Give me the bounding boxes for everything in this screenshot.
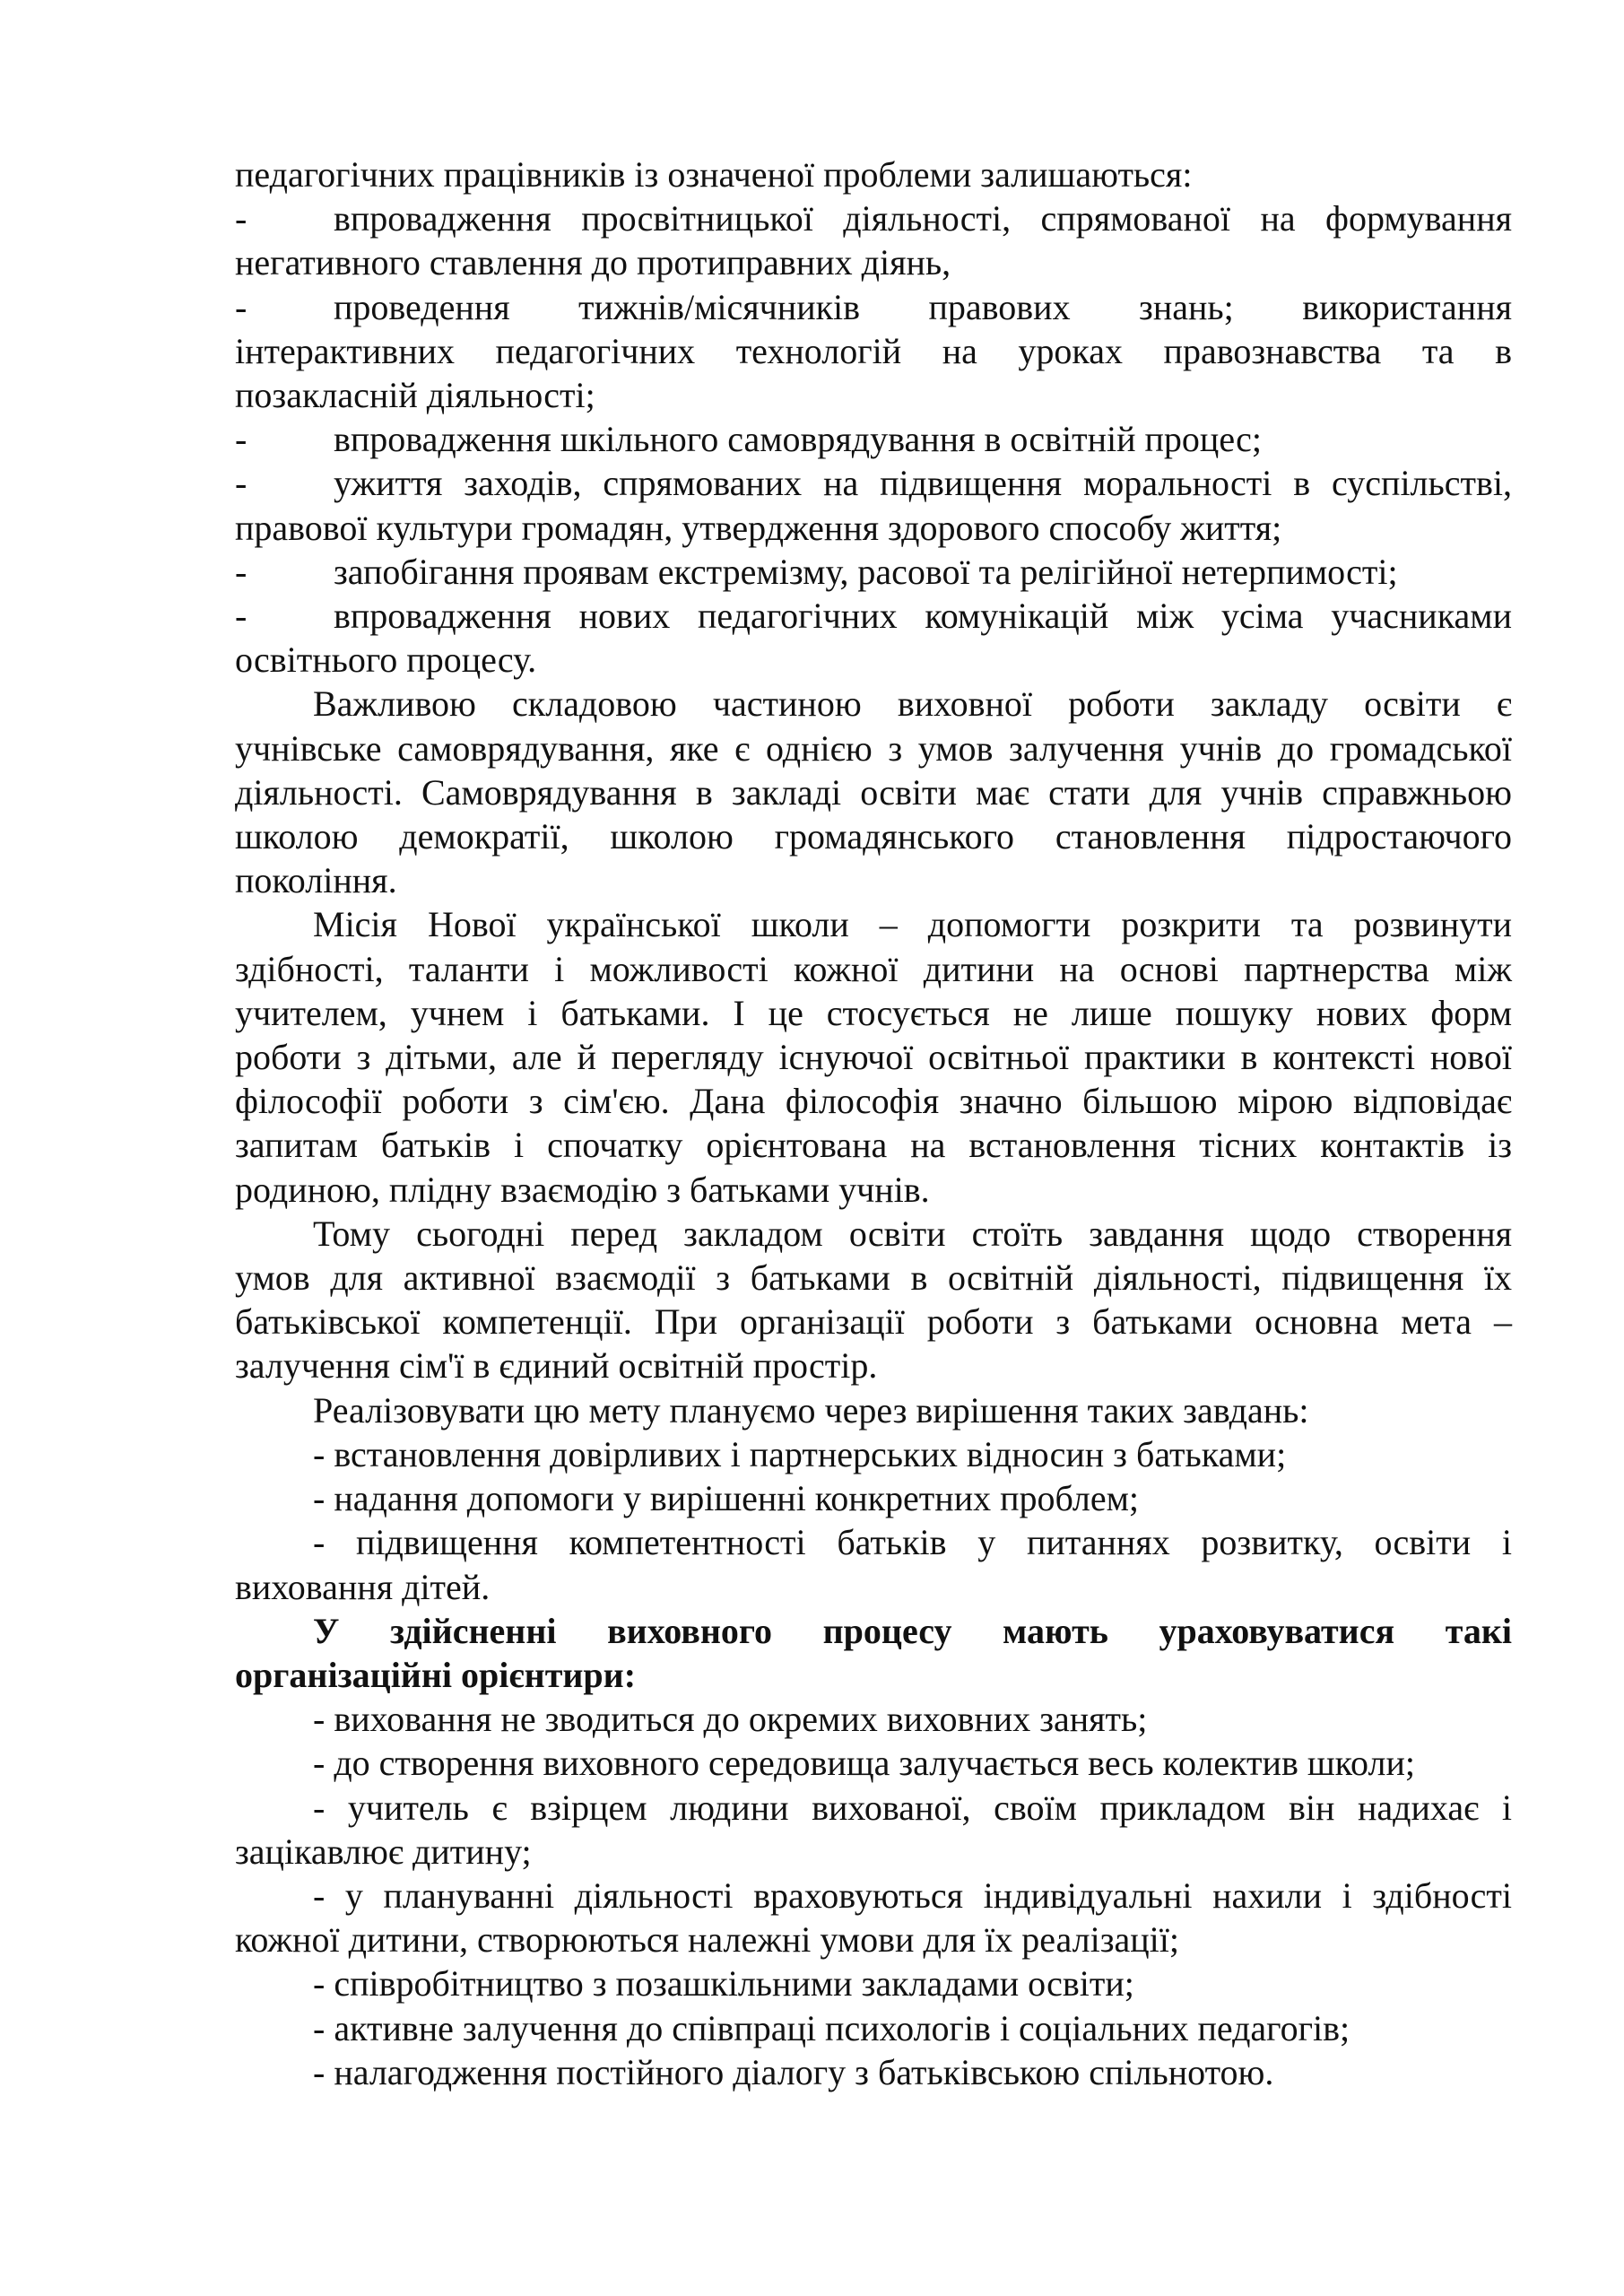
guideline-item [235, 2050, 1512, 2094]
guideline-item-line: - співробітництво з позашкільними закладами освіти; [313, 1963, 1134, 2005]
bold-heading-line: організаційні орієнтири: [235, 1654, 637, 1695]
paragraph-line: Місія Нової української школи – допомогти розкрити та розвинути [313, 904, 1512, 945]
task-item [235, 1476, 1512, 1520]
intro-line [235, 152, 1512, 196]
guideline-item [235, 2006, 1512, 2050]
bold-heading-line: У здійсненні виховного процесу мають ураховуватися такі [313, 1610, 1512, 1651]
guideline-item-line: кожної дитини, створюються належні умови для їх реалізації; [235, 1919, 1179, 1961]
task-item [235, 1520, 1512, 1608]
paragraph-line: Важливою складовою частиною виховної роботи закладу освіти є [313, 683, 1512, 725]
bold-heading [235, 1609, 1512, 1697]
dash-item-line: впровадження просвітницької діяльності, спрямованої на формування [334, 198, 1512, 239]
task-item-line: - підвищення компетентності батьків у питаннях розвитку, освіти і [313, 1522, 1512, 1563]
paragraph-line: родиною, плідну взаємодію з батьками учнів. [235, 1169, 930, 1210]
intro-text: педагогічних працівників із означеної проблеми залишаються: [235, 154, 1193, 195]
paragraph-line: запитам батьків і спочатку орієнтована на встановлення тісних контактів із [235, 1125, 1512, 1166]
paragraph-line: Тому сьогодні перед закладом освіти стоїть завдання щодо створення [313, 1213, 1512, 1254]
paragraph [235, 902, 1512, 1211]
paragraphs [235, 682, 1512, 1387]
dash-item-line: проведення тижнів/місячників правових знань; використання [334, 286, 1512, 327]
guideline-item-line: - активне залучення до співпраці психологів і соціальних педагогів; [313, 2007, 1350, 2048]
guideline-item [235, 1961, 1512, 2005]
guideline-item-line: зацікавлює дитину; [235, 1831, 532, 1872]
dash-marker: - [235, 551, 248, 592]
dash-marker: - [235, 198, 248, 239]
paragraph-line: школою демократії, школою громадянського становлення підростаючого [235, 816, 1512, 857]
guideline-item-line: - до створення виховного середовища залучається весь колектив школи; [313, 1743, 1415, 1784]
dash-item-line: позакласній діяльності; [235, 375, 595, 416]
paragraph-line: здібності, таланти і можливості кожної дитини на основі партнерства між [235, 948, 1512, 989]
dash-list-item [235, 461, 1512, 549]
guideline-item [235, 1786, 1512, 1874]
task-item-line: - надання допомоги у вирішенні конкретних проблем; [313, 1478, 1139, 1519]
paragraph-line: покоління. [235, 860, 397, 901]
paragraph-line: роботи з дітьми, але й перегляду існуючої освітньої практики в контексті нової [235, 1037, 1512, 1078]
paragraph-line: учителем, учнем і батьками. І це стосується не лише пошуку нових форм [235, 992, 1512, 1033]
dash-list-item [235, 594, 1512, 682]
paragraph-line: діяльності. Самоврядування в закладі освіти має стати для учнів справжньою [235, 771, 1512, 813]
dash-item-line: впровадження нових педагогічних комунікацій між усіма учасниками [334, 596, 1512, 637]
paragraph-line: умов для активної взаємодії з батьками в освітній діяльності, підвищення їх [235, 1257, 1512, 1299]
guideline-item-line: - виховання не зводиться до окремих виховних занять; [313, 1699, 1148, 1740]
guideline-item [235, 1874, 1512, 1961]
tasks-list [235, 1432, 1512, 1609]
dash-item-line: освітнього процесу. [235, 639, 537, 681]
task-item-line: - встановлення довірливих і партнерських відносин з батьками; [313, 1433, 1287, 1474]
guideline-item-line: - налагодження постійного діалогу з батьківською спільнотою. [313, 2051, 1274, 2092]
dash-list-item [235, 417, 1512, 461]
task-item [235, 1432, 1512, 1476]
dash-list [235, 196, 1512, 682]
dash-marker: - [235, 463, 248, 504]
dash-item-line: негативного ставлення до протиправних діянь, [235, 242, 951, 283]
dash-list-item [235, 285, 1512, 418]
tasks-intro-text: Реалізовувати цю мету плануємо через вирішення таких завдань: [313, 1389, 1309, 1431]
guideline-item [235, 1697, 1512, 1741]
guideline-item-line: - у плануванні діяльності враховуються індивідуальні нахили і здібності [313, 1874, 1512, 1916]
guidelines-list [235, 1697, 1512, 2094]
dash-item-line: правової культури громадян, утвердження здорового способу життя; [235, 507, 1282, 548]
dash-marker: - [235, 596, 248, 637]
dash-item-line: ужиття заходів, спрямованих на підвищення моральності в суспільстві, [334, 463, 1512, 504]
dash-list-item [235, 196, 1512, 284]
paragraph-line: залучення сім'ї в єдиний освітній простір. [235, 1345, 878, 1387]
dash-item-line: впровадження шкільного самоврядування в освітній процес; [334, 419, 1262, 460]
paragraph-line: філософії роботи з сім'єю. Дана філософія значно більшою мірою відповідає [235, 1081, 1512, 1122]
dash-item-line: інтерактивних педагогічних технологій на уроках правознавства та в [235, 330, 1512, 371]
paragraph [235, 1212, 1512, 1388]
task-item-line: виховання дітей. [235, 1566, 491, 1607]
guideline-item-line: - учитель є взірцем людини вихованої, своїм прикладом він надихає і [313, 1787, 1512, 1828]
dash-marker: - [235, 286, 248, 327]
tasks-intro [235, 1388, 1512, 1432]
guideline-item [235, 1741, 1512, 1785]
dash-marker: - [235, 419, 248, 460]
paragraph-line: батьківської компетенції. При організації роботи з батьками основна мета – [235, 1301, 1512, 1343]
dash-item-line: запобігання проявам екстремізму, расової та релігійної нетерпимості; [334, 551, 1398, 592]
paragraph [235, 682, 1512, 902]
dash-list-item [235, 550, 1512, 594]
paragraph-line: учнівське самоврядування, яке є однією з умов залучення учнів до громадської [235, 727, 1512, 769]
